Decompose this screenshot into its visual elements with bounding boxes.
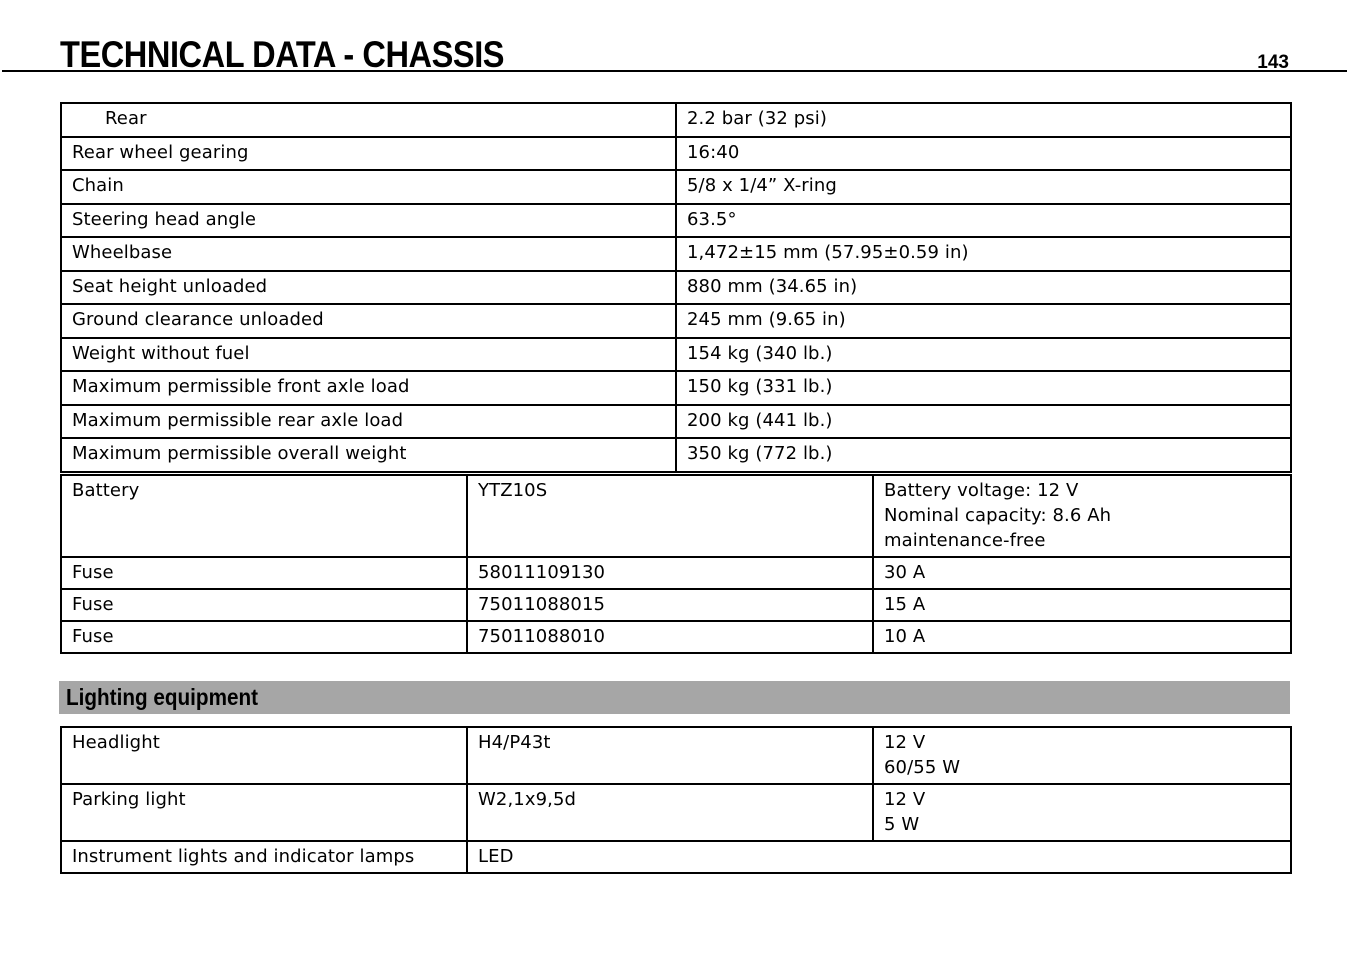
spec-line: maintenance-free [884,530,1046,551]
spec-line: 60/55 W [884,757,961,778]
chassis-value-cell: 2.2 bar (32 psi) [676,103,1291,137]
spec-line: 30 A [884,562,926,583]
chassis-label-cell: Maximum permissible overall weight [61,438,676,472]
spec-line: Battery voltage: 12 V [884,480,1079,501]
chassis-value-cell: 150 kg (331 lb.) [676,371,1291,405]
chassis-value-cell: 1,472±15 mm (57.95±0.59 in) [676,237,1291,271]
chassis-label-cell: Rear wheel gearing [61,137,676,171]
electrical-item-cell: Fuse [61,589,467,621]
table-row [61,170,1291,204]
chassis-label-cell: Ground clearance unloaded [61,304,676,338]
chassis-value-cell: 245 mm (9.65 in) [676,304,1291,338]
lighting-spec-cell [873,784,1291,841]
table-row [61,137,1291,171]
chassis-label-cell: Maximum permissible rear axle load [61,405,676,439]
table-row [61,237,1291,271]
chassis-label-cell: Weight without fuel [61,338,676,372]
table-row [61,589,1291,621]
chassis-value-cell: 350 kg (772 lb.) [676,438,1291,472]
electrical-item-cell: Fuse [61,557,467,589]
lighting-data-table [60,726,1292,874]
electrical-part-cell: 75011088015 [467,589,873,621]
chassis-label-cell: Maximum permissible front axle load [61,371,676,405]
page-number: 143 [1257,52,1289,73]
chassis-label-cell: Rear [61,103,676,137]
spec-line: 15 A [884,594,926,615]
electrical-part-cell: 75011088010 [467,621,873,653]
chassis-label-cell: Seat height unloaded [61,271,676,305]
table-row [61,841,1291,873]
table-row [61,557,1291,589]
electrical-item-cell: Battery [61,475,467,557]
page-title: TECHNICAL DATA - CHASSIS [60,34,505,75]
section-heading-label: Lighting equipment [66,684,259,710]
chassis-value-cell: 63.5° [676,204,1291,238]
table-row [61,304,1291,338]
chassis-value-cell: 200 kg (441 lb.) [676,405,1291,439]
table-row [61,438,1291,472]
table-row [61,204,1291,238]
table-row [61,475,1291,557]
electrical-spec-cell [873,589,1291,621]
lighting-item-cell: Parking light [61,784,467,841]
spec-line: 12 V [884,732,926,753]
lighting-item-cell: Instrument lights and indicator lamps [61,841,467,873]
table-row [61,103,1291,137]
chassis-label-cell: Chain [61,170,676,204]
spec-line: 12 V [884,789,926,810]
electrical-data-table [60,474,1292,654]
spec-line: 5 W [884,814,920,835]
table-row [61,405,1291,439]
electrical-spec-cell [873,557,1291,589]
table-row [61,371,1291,405]
electrical-part-cell: YTZ10S [467,475,873,557]
lighting-section-heading [59,681,1290,714]
chassis-label-cell: Wheelbase [61,237,676,271]
table-row [61,338,1291,372]
lighting-spec-cell [873,727,1291,784]
lighting-part-cell: LED [467,841,1291,873]
chassis-data-table [60,102,1292,473]
lighting-part-cell: W2,1x9,5d [467,784,873,841]
chassis-value-cell: 5/8 x 1/4” X-ring [676,170,1291,204]
spec-line: 10 A [884,626,926,647]
chassis-value-cell: 16:40 [676,137,1291,171]
electrical-item-cell: Fuse [61,621,467,653]
chassis-value-cell: 154 kg (340 lb.) [676,338,1291,372]
spec-line: Nominal capacity: 8.6 Ah [884,505,1112,526]
lighting-item-cell: Headlight [61,727,467,784]
lighting-part-cell: H4/P43t [467,727,873,784]
table-row [61,784,1291,841]
table-row [61,727,1291,784]
table-row [61,271,1291,305]
chassis-value-cell: 880 mm (34.65 in) [676,271,1291,305]
chassis-label-cell: Steering head angle [61,204,676,238]
header-rule [2,70,1347,72]
electrical-spec-cell [873,621,1291,653]
table-row [61,621,1291,653]
electrical-part-cell: 58011109130 [467,557,873,589]
electrical-spec-cell [873,475,1291,557]
